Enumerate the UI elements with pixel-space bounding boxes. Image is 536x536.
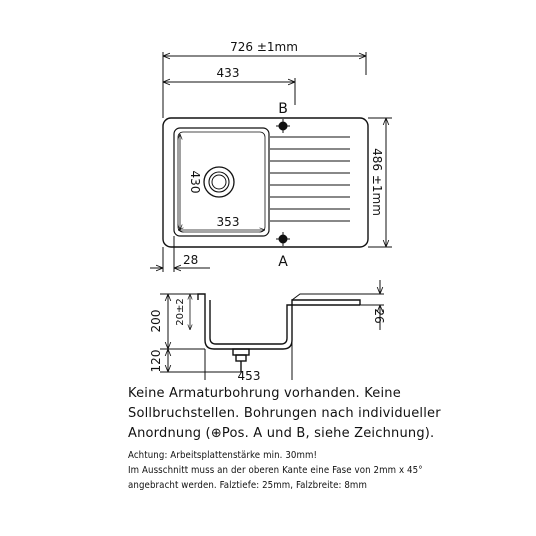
notes-main [128,384,528,444]
note-main-line-1: Keine Armaturbohrung vorhanden. Keine [128,386,401,401]
label-basin-depth: 430 [188,170,202,194]
label-basin-width: 353 [216,215,240,229]
label-position-b: B [278,101,288,117]
note-main-line-2: Sollbruchstellen. Bohrungen nach individueller [128,406,441,421]
label-overflow-depth: 120 [149,349,163,373]
note-main-line-3: Anordnung (⊕Pos. A und B, siehe Zeichnung). [128,426,435,441]
notes-small [128,448,528,493]
drainboard-grooves [270,137,350,221]
label-overall-width: 726 ±1mm [230,40,298,54]
label-basin-outer-width: 433 [216,66,240,80]
note-small-line-2: Im Ausschnitt muss an der oberen Kante eine Fase von 2mm x 45° [128,465,423,476]
section-profile [198,294,360,372]
notes-block [128,384,528,493]
note-small-line-3: angebracht werden. Falztiefe: 25mm, Falzbreite: 8mm [128,480,367,491]
label-position-a: A [278,254,288,270]
label-overall-depth: 486 ±1mm [370,148,384,216]
tap-position-a-mark [276,232,290,246]
label-section-lip: 20±2 [175,298,186,326]
label-section-basin-width: 453 [237,369,261,380]
label-drainboard-height: 26 [372,308,386,324]
label-section-depth: 200 [149,309,163,333]
tap-position-b-mark [276,119,290,133]
note-small-line-1: Achtung: Arbeitsplattenstärke min. 30mm! [128,450,318,461]
label-edge-offset: 28 [183,253,199,267]
